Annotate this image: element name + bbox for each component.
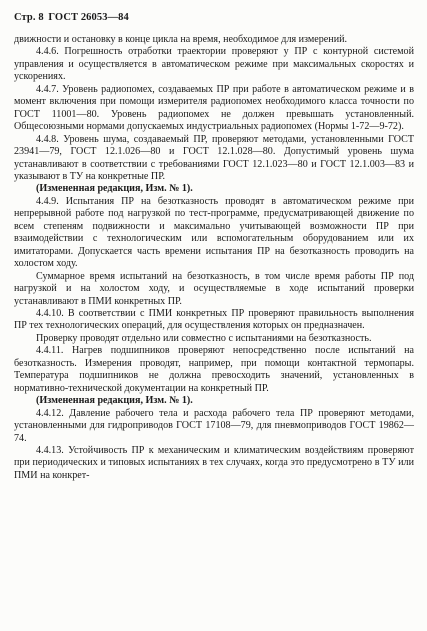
paragraph-4-4-8: 4.4.8. Уровень шума, создаваемый ПР, проверяют методами, установленными ГОСТ 23941—79, ГОСТ 12.1.026—80 и ГОСТ 12.1.028—80. Допустимый уровень шума устанавливают в соответствии с требованиями ГОСТ 12.1.023—80 и ГОСТ 12.1.003—83 и указывают в ТУ на конкретные ПР. [14,133,414,182]
paragraph-4-4-10: 4.4.10. В соответствии с ПМИ конкретных ПР проверяют правильность выполнения ПР тех технологических операций, для осуществления которых он предназначен. [14,307,414,332]
paragraph-4-4-7: 4.4.7. Уровень радиопомех, создаваемых ПР при работе в автоматическом режиме и в момент включения при помощи измерителя радиопомех необходимого класса точности по ГОСТ 11001—80. Уровень радиопомех не должен превышать установленный. Общесоюзными нормами допускаемых индустриальных радиопомех (Нормы 1-72—9-72). [14,83,414,133]
header-standard: ГОСТ 26053—84 [48,12,129,23]
paragraph-4-4-12: 4.4.12. Давление рабочего тела и расхода рабочего тела ПР проверяют методами, установленными для гидроприводов ГОСТ 17108—79, для пневмоприводов ГОСТ 19862—74. [14,407,414,444]
paragraph-4-4-13: 4.4.13. Устойчивость ПР к механическим и климатическим воздействиям проверяют при периодических и типовых испытаниях в тех случаях, когда это предусмотрено в ТУ или ПМИ на конкрет- [14,444,414,481]
paragraph-4-4-9: 4.4.9. Испытания ПР на безотказность проводят в автоматическом режиме при непрерывной работе под нагрузкой по тест-программе, предусматривающей движение по всем степеням подвижности и максимально учитывающей возможности ПР при взаимодействии с технологическим или вспомогательным оборудованием или их имитаторами. Допускается часть времени испытания ПР на безотказность проводить на холостом ходу. [14,195,414,270]
paragraph-total-time: Суммарное время испытаний на безотказность, в том числе время работы ПР под нагрузкой и на холостом ходу, и осуществляемые в ходе испытаний проверки устанавливают в ПМИ конкретных ПР. [14,270,414,307]
amendment-note: (Измененная редакция, Изм. № 1). [36,183,193,195]
amendment-note: (Измененная редакция, Изм. № 1). [36,395,193,407]
paragraph-4-4-6: 4.4.6. Погрешность отработки траектории проверяют у ПР с контурной системой управления и осуществляется в автоматическом режиме при максимальных скоростях и ускорениях. [14,46,414,83]
body-text [14,34,414,482]
page-header [14,12,131,23]
paragraph-continuation: движности и остановку в конце цикла на время, необходимое для измерений. [14,34,348,45]
page-label: Стр. 8 [14,12,44,23]
paragraph-4-4-11: 4.4.11. Нагрев подшипников проверяют непосредственно после испытаний на безотказность. Измерения проводят, например, при помощи контактной термопары. Температура подшипников не должна превосходить значений, установленных в нормативно-технической документации на конкретный ПР. [14,345,414,394]
paragraph-check: Проверку проводят отдельно или совместно с испытаниями на безотказность. [36,332,372,344]
